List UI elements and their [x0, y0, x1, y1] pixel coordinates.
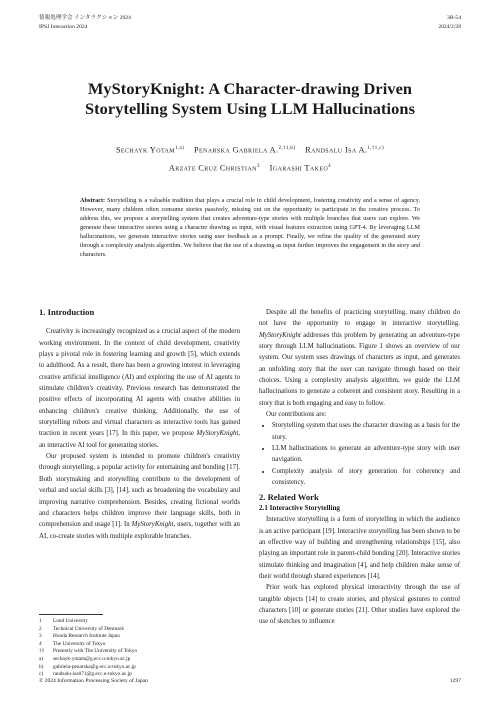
footnote-text: Lund University: [53, 618, 88, 624]
author-affiliation: 1,a): [175, 146, 185, 151]
right-column: [259, 307, 460, 628]
abstract: [80, 196, 420, 259]
list-item: • Complexity analysis of story generation for coherency and consistency.: [272, 466, 460, 489]
footnote-divider: [39, 614, 103, 615]
system-name: MyStoryKnight: [196, 430, 239, 438]
left-column: [39, 307, 240, 542]
list-item: • Storytelling system that uses the character drawing as a basis for the story.: [272, 420, 460, 443]
title-line-2: Storytelling System Using LLM Hallucinations: [84, 99, 416, 118]
abstract-text: Storytelling is a valuable tradition that plays a crucial role in child development, fostering creativity and a sense of agency. However, many children often consume stories passively, missing out on the opportunity to participate in the creative process. To address this, we propose a storytelling system that creates adventure-type stories with multiple branches that users can explore. We generate these interactive stories using a character drawing as input, with visual features extraction using GPT-4. By leveraging LLM hallucinations, we generate interactive stories using user feedback as a prompt. Finally, we refine the quality of the generated story through a complexity analysis algorithm. We believe that the use of a drawing as input further improves the engagement in the story and characters.: [80, 197, 421, 258]
paragraph: Our contributions are:: [266, 411, 327, 419]
author-affiliation: 1,†1,c): [367, 146, 385, 151]
footnote-mark: 2: [39, 625, 42, 632]
subsection-heading-interactive-storytelling: 2.1 Interactive Storytelling: [259, 503, 340, 512]
footnote-mark: c): [39, 671, 44, 678]
abstract-label: Abstract:: [80, 197, 106, 204]
footnote-mark: 1: [39, 618, 42, 624]
author-affiliation: 4: [328, 163, 332, 169]
paragraph: Prior work has explored physical interactivity through the use of tangible objects [14] to create stories, and physical gestures to control characters [10] or generate stories [21]. Other studies have explored the use of sketches to influence: [259, 584, 460, 626]
title-line-1: MyStoryKnight: A Character-drawing Driven: [87, 79, 413, 98]
author-row-1: [0, 141, 500, 159]
footnote-text: Honda Research Institute Japan: [53, 633, 120, 640]
footnote-mark: 3: [39, 633, 42, 640]
footnote-text: sechayk-yotam@g.ecc.u-tokyo.ac.jp: [53, 655, 131, 662]
footnote-text: Presently with The University of Tokyo: [53, 648, 138, 655]
paragraph: [39, 451, 240, 542]
footnote: [39, 656, 137, 664]
author-name: Sechayk Yotam: [115, 145, 175, 155]
section-heading-introduction: 1. Introduction: [39, 307, 95, 317]
footnote-mark: †1: [39, 648, 45, 655]
paragraph-text: addresses this problem by generating an adventure-type story through LLM hallucinations. Figure 1 shows an overview of our system. Our system uses drawings of characters as input, and generates an unfolding story that the user can navigate through based on their choices. Using a complexity analysis algorithm, we guide the LLM hallucinations to generate a coherent and consistent story. Resulting in a story that is both engaging and easy to follow.: [259, 331, 460, 407]
contribution-list: [259, 420, 460, 488]
footnote: [39, 626, 137, 634]
footnote-text: Technical University of Denmark: [53, 625, 124, 632]
paragraph-text: , users, together with an AI, co-create stories with multiple explorable branches.: [39, 521, 240, 540]
footer-copyright: © 2024 Information Processing Society of Japan: [39, 678, 148, 684]
author-name: Randsalu Isa A.: [305, 145, 368, 155]
paper-title: [0, 79, 500, 119]
header-conference-en: IPSJ Interaction 2024: [39, 24, 88, 30]
paragraph: Interactive storytelling is a form of storytelling in which the audience is an active participant [19]. Interactive storytelling has been shown to be an effective way of building and strengthening relationships [15], also playing an important role in parent-child bonding [20]. Interactive stories stimulate thinking and imagination [4], and help children make sense of their world through shared experiences [14].: [259, 516, 460, 580]
author-name: Penarska Gabriela A.: [194, 145, 279, 155]
system-name: MyStoryKnight: [259, 331, 301, 339]
page-number: 1297: [449, 678, 461, 684]
paragraph-text: Creativity is increasingly recognized as a crucial aspect of the modern working environment. In the context of child development, creativity plays a pivotal role in fostering learning and growth [5], which extends to adulthood. As a result, there has been a growing interest in leveraging creative artificial intelligence (AI) and exploring the use of AI agents to stimulate children's creativity. Previous research has demonstrated the positive effects of incorporating AI agents with creative abilities in enhancing children's creative thinking. Additionally, the use of storytelling robots and virtual characters as interactive tools has gained traction in recent years [17]. In this paper, we propose: [39, 328, 240, 438]
footnote: [39, 648, 137, 656]
author-name: Arzate Cruz Christian: [168, 163, 257, 173]
author-affiliation: 2,†1,b): [278, 146, 296, 151]
footnote-text: The University of Tokyo: [53, 640, 106, 647]
author-row-2: [0, 159, 500, 177]
footnote-mark: 4: [39, 640, 42, 647]
author-name: Igarashi Takeo: [269, 163, 329, 173]
footnote-text: gabriela-penarska@g.ecc.u-tokyo.ac.jp: [53, 663, 136, 670]
footnote: [39, 633, 137, 641]
section-heading-related-work: 2. Related Work: [259, 491, 319, 502]
list-item: • LLM hallucinations to generate an adventure-type story with user navigation.: [272, 443, 460, 466]
header-conference-jp: 情報処理学会 インタラクション 2024: [39, 15, 131, 21]
footnote-text: randsalu-isa071@g.ecc.u-tokyo.ac.jp: [53, 671, 132, 678]
author-list: [0, 141, 500, 176]
paragraph: [39, 326, 240, 451]
paragraph: [259, 307, 460, 409]
header-paper-id: 3B-54: [447, 15, 461, 21]
footnotes: [39, 618, 137, 679]
paragraph-text: Our proposed system is intended to promote children's creativity through storytelling, a popular activity for entertaining and bonding [17]. Both storymaking and storytelling contribute to the development of verbal and social skills [3], [14], such as broadening the vocabulary and improving narrative comprehension. Besides, creating fictional worlds and characters helps children improve their language skills, both in comprehension and usage [1]. In: [39, 453, 240, 529]
author-affiliation: 3: [256, 163, 260, 169]
system-name: MyStoryKnight: [131, 521, 174, 529]
paragraph-text: , an interactive AI tool for generating stories.: [39, 430, 240, 449]
footnote-mark: a): [39, 655, 44, 662]
paragraph-text: Despite all the benefits of practicing storytelling, many children do not have the opportunity to engage in interactive storytelling.: [259, 309, 460, 328]
footnote: [39, 618, 137, 626]
header-date: 2024/2/28: [438, 24, 461, 30]
footnote-mark: b): [39, 663, 44, 670]
